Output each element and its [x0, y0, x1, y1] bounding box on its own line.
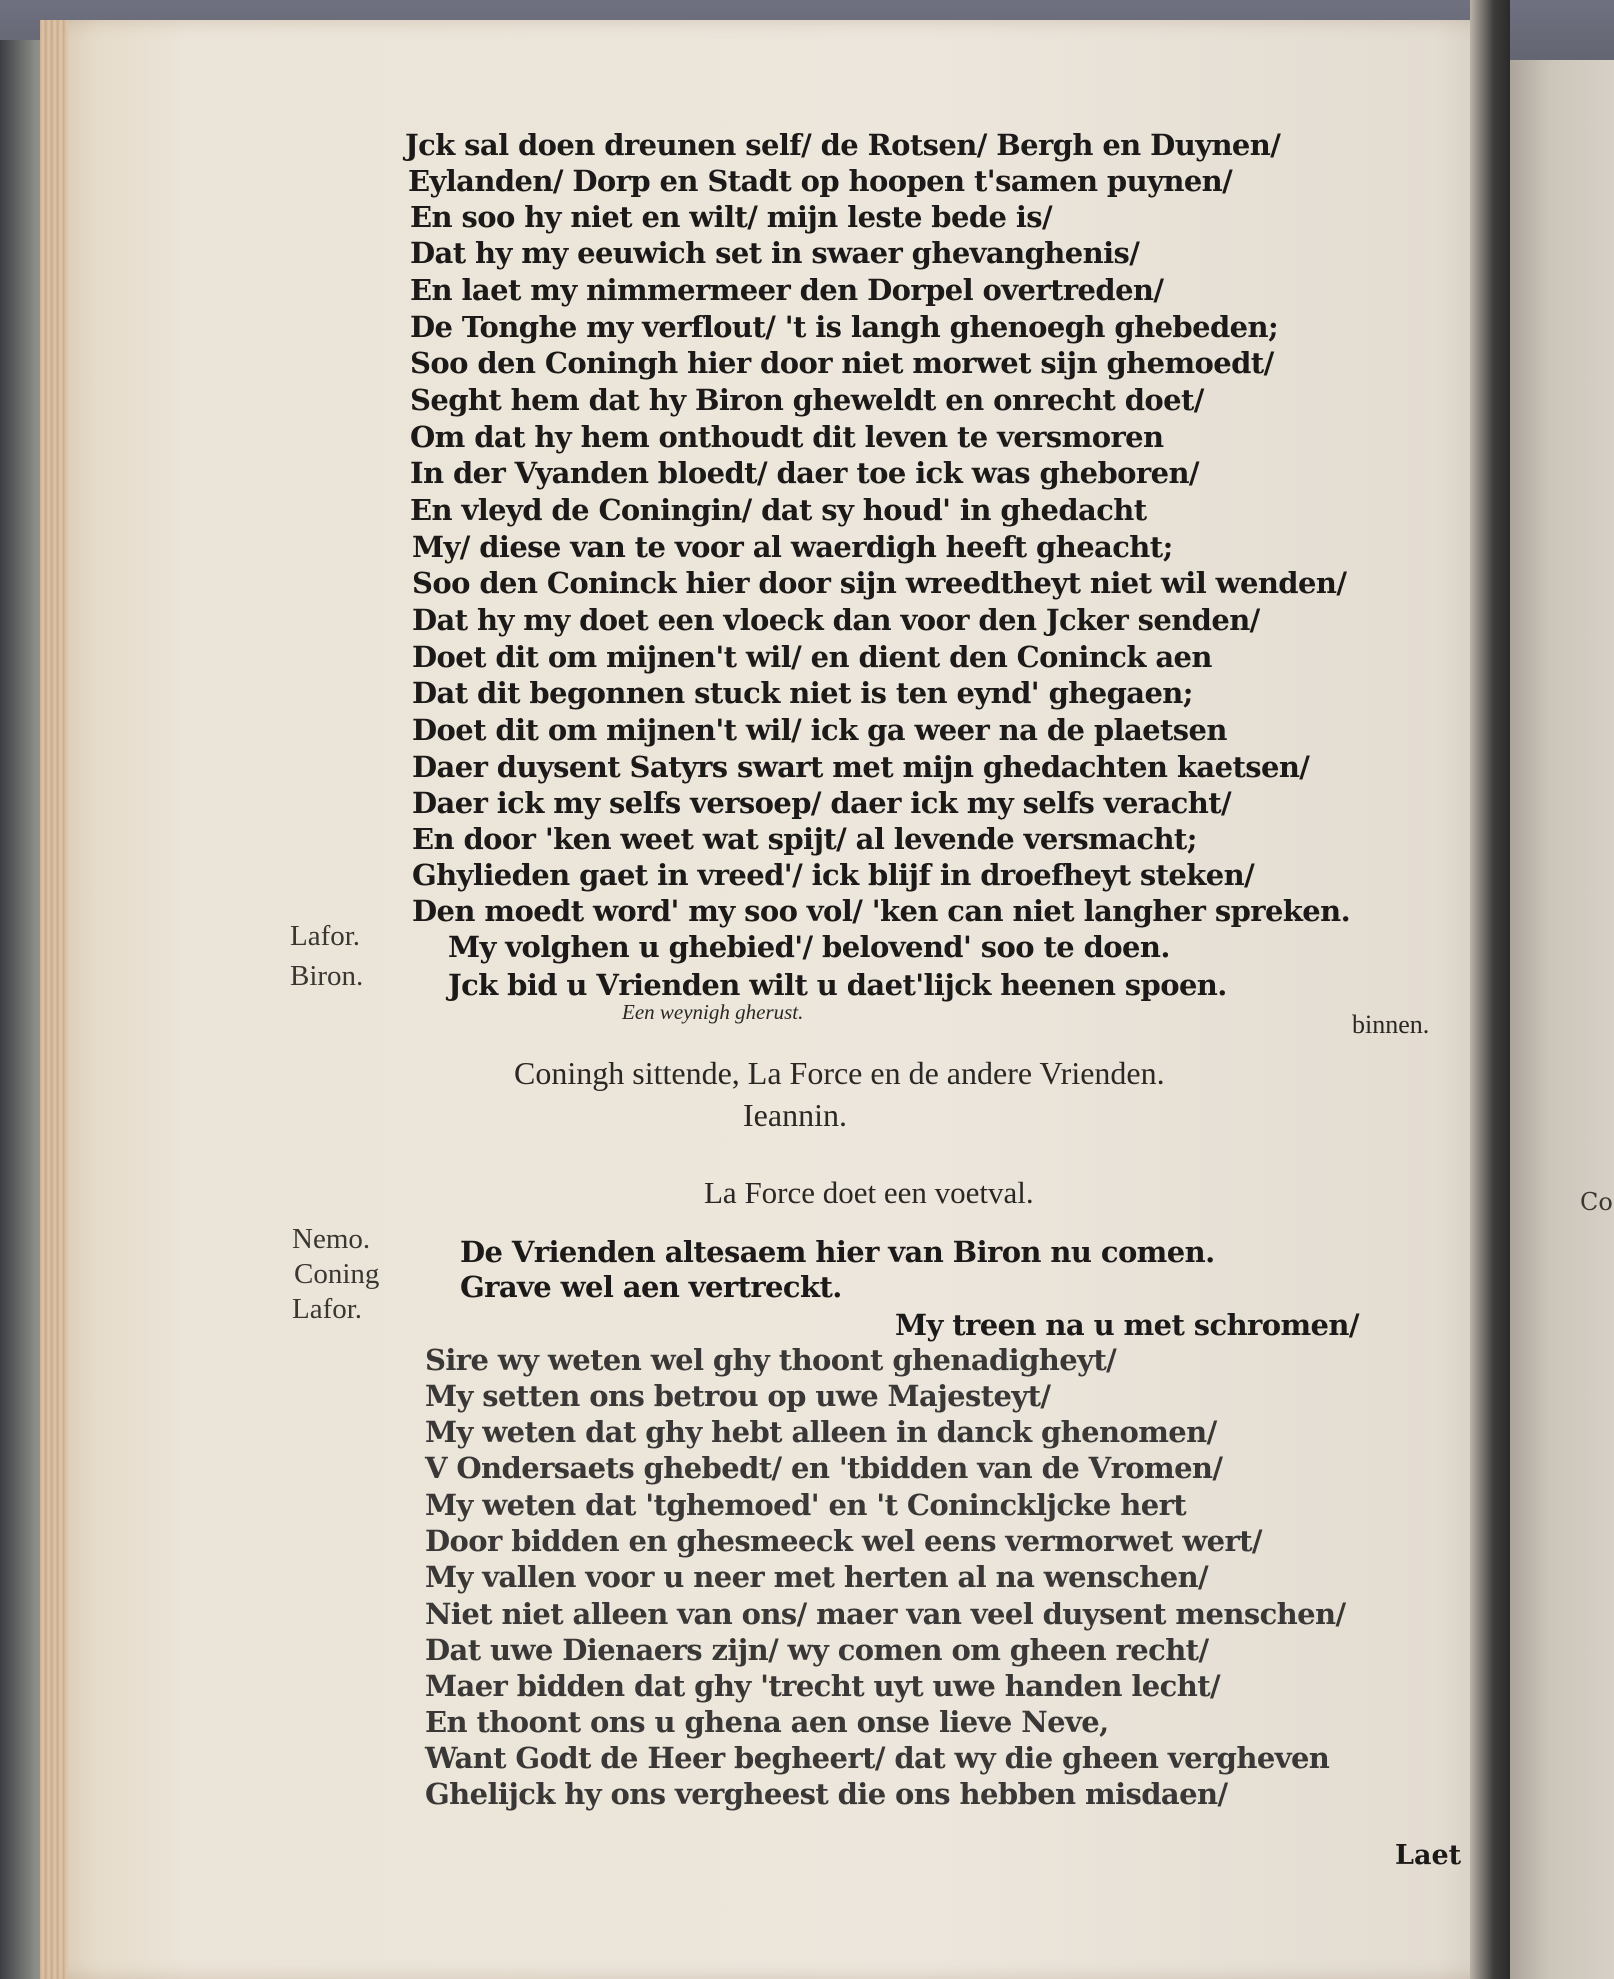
facing-page-fragment: Co [1580, 1188, 1613, 1216]
verse-line: Sire wy weten wel ghy thoont ghenadigheyt/ [425, 1343, 1117, 1377]
verse-line: My weten dat 'tghemoed' en 't Coninckljcke hert [425, 1488, 1187, 1522]
dialogue-line: My volghen u ghebied'/ belovend' soo te doen. [448, 930, 1170, 964]
dialogue-line: De Vrienden altesaem hier van Biron nu comen. [460, 1235, 1215, 1269]
verse-line: En thoont ons u ghena aen onse lieve Neve, [425, 1705, 1109, 1739]
speaker-label: Nemo. [292, 1223, 371, 1255]
verse-line: Want Godt de Heer begheert/ dat wy die gheen vergheven [425, 1741, 1330, 1775]
verse-line: My/ diese van te voor al waerdigh heeft gheacht; [412, 530, 1173, 564]
dialogue-line: Jck bid u Vrienden wilt u daet'lijck heenen spoen. [448, 968, 1227, 1002]
verse-line: Soo den Coningh hier door niet morwet sijn ghemoedt/ [410, 346, 1274, 380]
verse-line: Seght hem dat hy Biron gheweldt en onrecht doet/ [410, 383, 1204, 417]
margin-note: binnen. [1352, 1010, 1430, 1039]
facing-page [1508, 60, 1614, 1979]
verse-line: Om dat hy hem onthoudt dit leven te versmoren [410, 420, 1164, 454]
verse-line: Maer bidden dat ghy 'trecht uyt uwe handen lecht/ [425, 1669, 1220, 1703]
verse-line: Niet niet alleen van ons/ maer van veel duysent menschen/ [425, 1597, 1346, 1631]
verse-line: Dat hy my doet een vloeck dan voor den Jcker senden/ [412, 603, 1260, 637]
verse-line: En laet my nimmermeer den Dorpel overtreden/ [410, 273, 1164, 307]
verse-line: Dat hy my eeuwich set in swaer ghevanghenis/ [410, 236, 1140, 270]
speaker-label: Coning [294, 1258, 380, 1290]
scene-heading-name: Ieannin. [743, 1097, 847, 1133]
verse-line: Soo den Coninck hier door sijn wreedtheyt niet wil wenden/ [412, 566, 1347, 600]
verse-line: My setten ons betrou op uwe Majesteyt/ [425, 1379, 1051, 1413]
verse-line: V Ondersaets ghebedt/ en 'tbidden van de Vromen/ [425, 1451, 1223, 1485]
verse-line: Den moedt word' my soo vol/ 'ken can niet langher spreken. [412, 894, 1351, 928]
speaker-label: Lafor. [292, 1293, 363, 1325]
verse-line: Ghylieden gaet in vreed'/ ick blijf in droefheyt steken/ [412, 858, 1255, 892]
stage-direction: La Force doet een voetval. [704, 1175, 1034, 1210]
verse-line: En vleyd de Coningin/ dat sy houd' in ghedacht [410, 493, 1147, 527]
page-edges [40, 20, 68, 1979]
verse-line: De Tonghe my verflout/ 't is langh ghenoegh ghebeden; [410, 310, 1279, 344]
dialogue-line: My treen na u met schromen/ [895, 1308, 1359, 1342]
verse-line: Door bidden en ghesmeeck wel eens vermorwet wert/ [425, 1524, 1262, 1558]
verse-line: Daer duysent Satyrs swart met mijn ghedachten kaetsen/ [412, 750, 1310, 784]
catchword: Laet [1395, 1840, 1462, 1871]
verse-line: Daer ick my selfs versoep/ daer ick my selfs veracht/ [412, 786, 1231, 820]
verse-line: Eylanden/ Dorp en Stadt op hoopen t'samen puynen/ [408, 164, 1233, 198]
verse-line: In der Vyanden bloedt/ daer toe ick was gheboren/ [410, 456, 1199, 490]
stage-note: Een weynigh gherust. [622, 1000, 804, 1024]
book-gutter [1470, 0, 1510, 1979]
verse-line: Doet dit om mijnen't wil/ ick ga weer na de plaetsen [412, 713, 1227, 747]
verse-line: Dat dit begonnen stuck niet is ten eynd' ghegaen; [412, 676, 1193, 710]
verse-line: En soo hy niet en wilt/ mijn leste bede is/ [410, 200, 1052, 234]
speaker-label: Biron. [290, 960, 364, 992]
verse-line: Jck sal doen dreunen self/ de Rotsen/ Bergh en Duynen/ [405, 128, 1281, 162]
verse-line: Ghelijck hy ons vergheest die ons hebben misdaen/ [425, 1777, 1228, 1811]
scene-heading: Coningh sittende, La Force en de andere Vrienden. [514, 1055, 1165, 1091]
verse-line: My vallen voor u neer met herten al na wenschen/ [425, 1560, 1209, 1594]
verse-line: My weten dat ghy hebt alleen in danck ghenomen/ [425, 1415, 1217, 1449]
dialogue-line: Grave wel aen vertreckt. [460, 1270, 842, 1304]
speaker-label: Lafor. [290, 920, 361, 952]
verse-line: Dat uwe Dienaers zijn/ wy comen om gheen recht/ [425, 1633, 1209, 1667]
verse-line: Doet dit om mijnen't wil/ en dient den Coninck aen [412, 640, 1212, 674]
verse-line: En door 'ken weet wat spijt/ al levende versmacht; [412, 822, 1197, 856]
